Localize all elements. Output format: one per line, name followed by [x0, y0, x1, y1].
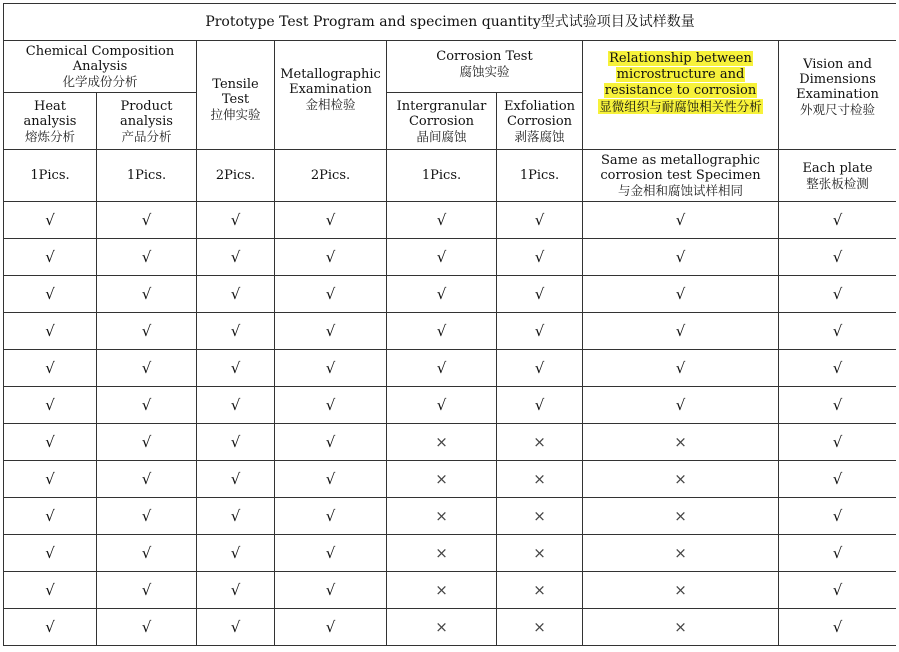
mark-heat: √	[4, 424, 97, 461]
header-product-zh: 产品分析	[121, 128, 172, 144]
qty-product: 1Pics.	[97, 150, 197, 202]
mark-heat: √	[4, 276, 97, 313]
header-vision-en: Vision and Dimensions Examination	[796, 57, 879, 102]
mark-tensile: √	[197, 535, 275, 572]
table-row	[4, 461, 897, 498]
mark-tensile: √	[197, 239, 275, 276]
qty-intergranular: 1Pics.	[387, 150, 497, 202]
mark-product: √	[97, 350, 197, 387]
mark-metallographic: √	[275, 276, 387, 313]
mark-vision: √	[779, 461, 897, 498]
mark-product: √	[97, 461, 197, 498]
mark-relationship: ×	[583, 609, 779, 646]
header-intergranular-corrosion	[387, 93, 497, 150]
mark-exfoliation: ×	[497, 572, 583, 609]
mark-relationship: √	[583, 313, 779, 350]
mark-heat: √	[4, 461, 97, 498]
mark-product: √	[97, 609, 197, 646]
mark-tensile: √	[197, 424, 275, 461]
header-metallographic-zh: 金相检验	[305, 97, 356, 112]
header-heat-en: Heat analysis	[23, 98, 77, 129]
mark-heat: √	[4, 202, 97, 239]
mark-heat: √	[4, 350, 97, 387]
mark-tensile: √	[197, 498, 275, 535]
header-relationship-en: Relationship between microstructure and resistance to corrosion	[604, 51, 757, 98]
mark-product: √	[97, 498, 197, 535]
table-row	[4, 276, 897, 313]
table-row	[4, 498, 897, 535]
mark-metallographic: √	[275, 202, 387, 239]
qty-relationship-zh: 与金相和腐蚀试样相同	[617, 183, 743, 198]
table-row	[4, 609, 897, 646]
mark-tensile: √	[197, 313, 275, 350]
mark-relationship: ×	[583, 498, 779, 535]
mark-intergranular: ×	[387, 609, 497, 646]
mark-relationship: √	[583, 202, 779, 239]
header-tensile	[197, 41, 275, 150]
mark-tensile: √	[197, 609, 275, 646]
table-row	[4, 535, 897, 572]
mark-intergranular: √	[387, 350, 497, 387]
mark-metallographic: √	[275, 313, 387, 350]
table-row	[4, 202, 897, 239]
header-exfoliation-zh: 剥落腐蚀	[514, 128, 565, 144]
data-rows	[4, 202, 897, 646]
header-chemical-zh: 化学成份分析	[62, 74, 138, 89]
mark-exfoliation: √	[497, 202, 583, 239]
mark-heat: √	[4, 313, 97, 350]
mark-vision: √	[779, 387, 897, 424]
mark-heat: √	[4, 572, 97, 609]
mark-vision: √	[779, 535, 897, 572]
header-tensile-en: Tensile Test	[212, 77, 259, 107]
mark-product: √	[97, 572, 197, 609]
header-relationship-zh: 显微组织与耐腐蚀相关性分析	[599, 99, 762, 114]
table-row	[4, 313, 897, 350]
mark-vision: √	[779, 424, 897, 461]
header-heat-analysis	[4, 93, 97, 150]
mark-vision: √	[779, 202, 897, 239]
mark-intergranular: √	[387, 387, 497, 424]
test-program-table	[3, 3, 896, 646]
mark-heat: √	[4, 387, 97, 424]
header-corrosion-zh: 腐蚀实验	[459, 64, 510, 79]
mark-relationship: √	[583, 276, 779, 313]
mark-exfoliation: ×	[497, 424, 583, 461]
mark-heat: √	[4, 535, 97, 572]
mark-exfoliation: ×	[497, 498, 583, 535]
header-product-en: Product analysis	[120, 98, 173, 129]
mark-relationship: ×	[583, 424, 779, 461]
mark-vision: √	[779, 276, 897, 313]
header-chemical-composition	[4, 41, 197, 93]
mark-metallographic: √	[275, 572, 387, 609]
mark-metallographic: √	[275, 498, 387, 535]
mark-intergranular: √	[387, 313, 497, 350]
qty-vision-en: Each plate	[802, 160, 873, 176]
mark-exfoliation: ×	[497, 609, 583, 646]
mark-vision: √	[779, 498, 897, 535]
mark-relationship: ×	[583, 572, 779, 609]
qty-heat: 1Pics.	[4, 150, 97, 202]
mark-vision: √	[779, 350, 897, 387]
mark-vision: √	[779, 572, 897, 609]
header-exfoliation-corrosion	[497, 93, 583, 150]
qty-metallographic: 2Pics.	[275, 150, 387, 202]
mark-metallographic: √	[275, 535, 387, 572]
header-heat-zh: 熔炼分析	[24, 128, 75, 144]
header-vision-dimensions	[779, 41, 897, 150]
mark-metallographic: √	[275, 387, 387, 424]
mark-tensile: √	[197, 350, 275, 387]
mark-product: √	[97, 276, 197, 313]
mark-exfoliation: √	[497, 387, 583, 424]
mark-intergranular: ×	[387, 572, 497, 609]
mark-product: √	[97, 313, 197, 350]
mark-product: √	[97, 424, 197, 461]
mark-vision: √	[779, 313, 897, 350]
table-row	[4, 387, 897, 424]
mark-relationship: √	[583, 350, 779, 387]
header-vision-zh: 外观尺寸检验	[800, 102, 876, 117]
header-product-analysis	[97, 93, 197, 150]
mark-exfoliation: √	[497, 313, 583, 350]
qty-relationship-en: Same as metallographic corrosion test Specimen	[600, 153, 761, 183]
mark-tensile: √	[197, 572, 275, 609]
mark-relationship: √	[583, 387, 779, 424]
mark-exfoliation: √	[497, 276, 583, 313]
mark-intergranular: ×	[387, 498, 497, 535]
mark-intergranular: √	[387, 202, 497, 239]
mark-tensile: √	[197, 202, 275, 239]
header-exfoliation-en: Exfoliation Corrosion	[503, 98, 576, 129]
quantity-row	[4, 150, 897, 202]
mark-tensile: √	[197, 276, 275, 313]
table-row	[4, 572, 897, 609]
header-corrosion-test	[387, 41, 583, 93]
qty-relationship	[583, 150, 779, 202]
table-row	[4, 239, 897, 276]
mark-intergranular: ×	[387, 535, 497, 572]
mark-metallographic: √	[275, 350, 387, 387]
mark-metallographic: √	[275, 609, 387, 646]
qty-tensile: 2Pics.	[197, 150, 275, 202]
mark-relationship: ×	[583, 461, 779, 498]
mark-exfoliation: √	[497, 239, 583, 276]
mark-intergranular: √	[387, 276, 497, 313]
document-page	[3, 0, 896, 652]
mark-product: √	[97, 239, 197, 276]
mark-intergranular: ×	[387, 424, 497, 461]
mark-heat: √	[4, 239, 97, 276]
header-tensile-zh: 拉伸实验	[210, 107, 261, 122]
table-row	[4, 424, 897, 461]
mark-intergranular: ×	[387, 461, 497, 498]
mark-metallographic: √	[275, 239, 387, 276]
mark-heat: √	[4, 609, 97, 646]
mark-exfoliation: √	[497, 350, 583, 387]
qty-vision	[779, 150, 897, 202]
mark-tensile: √	[197, 461, 275, 498]
mark-relationship: √	[583, 239, 779, 276]
header-metallographic-en: Metallographic Examination	[280, 67, 381, 97]
header-corrosion-en: Corrosion Test	[436, 49, 533, 64]
header-intergranular-en: Intergranular Corrosion	[396, 98, 487, 129]
mark-product: √	[97, 202, 197, 239]
header-relationship	[583, 41, 779, 150]
mark-heat: √	[4, 498, 97, 535]
header-intergranular-zh: 晶间腐蚀	[416, 128, 467, 144]
header-chemical-en: Chemical Composition Analysis	[25, 44, 175, 74]
mark-intergranular: √	[387, 239, 497, 276]
mark-vision: √	[779, 239, 897, 276]
mark-product: √	[97, 535, 197, 572]
mark-tensile: √	[197, 387, 275, 424]
table-title: Prototype Test Program and specimen quantity型式试验项目及试样数量	[4, 4, 897, 41]
qty-exfoliation: 1Pics.	[497, 150, 583, 202]
qty-vision-zh: 整张板检测	[806, 175, 869, 191]
mark-relationship: ×	[583, 535, 779, 572]
mark-vision: √	[779, 609, 897, 646]
mark-product: √	[97, 387, 197, 424]
mark-metallographic: √	[275, 461, 387, 498]
mark-exfoliation: ×	[497, 461, 583, 498]
table-row	[4, 350, 897, 387]
mark-metallographic: √	[275, 424, 387, 461]
header-metallographic	[275, 41, 387, 150]
mark-exfoliation: ×	[497, 535, 583, 572]
